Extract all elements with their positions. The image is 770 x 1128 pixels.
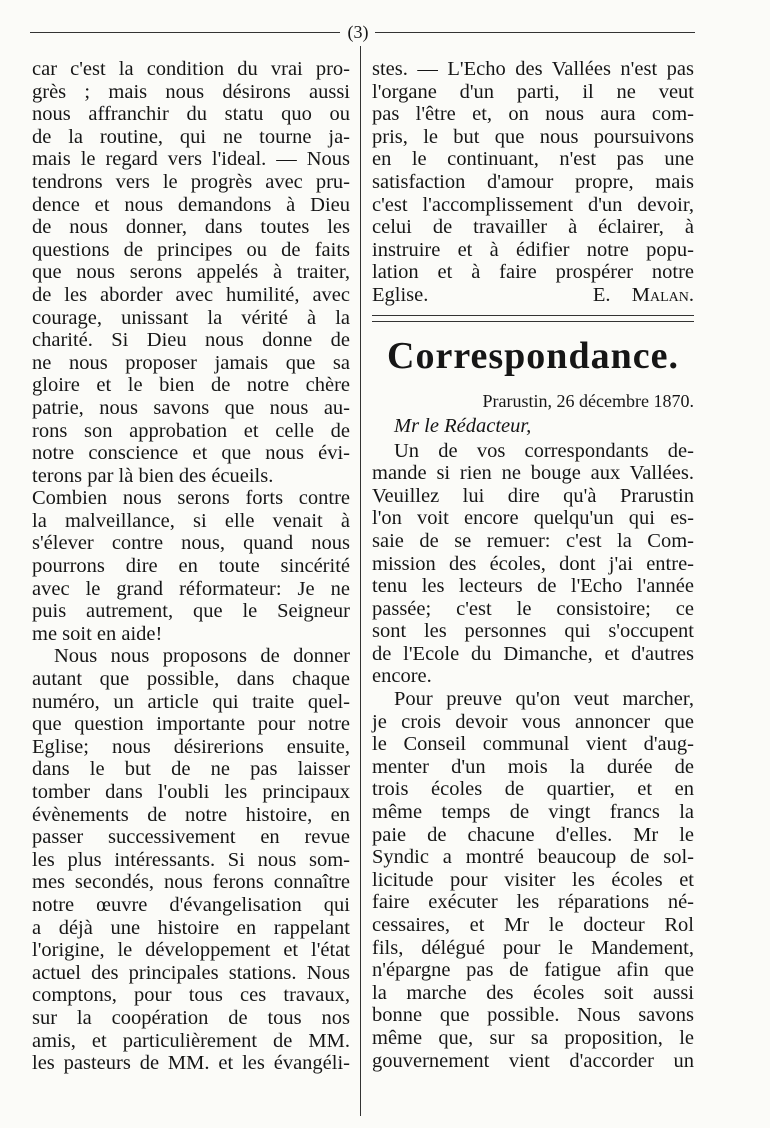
text-line: tenu les lecteurs de l'Echo l'année	[372, 575, 694, 598]
text-line: a déjà une histoire en rappelant	[32, 916, 350, 939]
text-line: Nous nous proposons de donner	[54, 645, 350, 668]
text-line: puis autrement, que le Seigneur	[32, 600, 350, 623]
text-line: avec le grand réformateur: Je ne	[32, 577, 350, 600]
text-line: de nous donner, dans toutes les	[32, 216, 350, 239]
text-line: me soit en aide!	[32, 622, 163, 645]
text-line: actuel des principales stations. Nous	[32, 961, 350, 984]
text-line: grès ; mais nous désirons aussi	[32, 80, 350, 103]
text-line: Eglise; nous désirerions ensuite,	[32, 735, 350, 758]
text-line: celui de travailler à éclairer, à	[372, 216, 694, 239]
text-line: satisfaction d'amour propre, mais	[372, 170, 694, 193]
text-line: l'organe d'un parti, il ne veut	[372, 80, 694, 103]
text-line: que nous serons appelés à traiter,	[32, 261, 350, 284]
text-line: même temps de vingt francs la	[372, 801, 694, 824]
text-line: les pasteurs de MM. et les évangéli-	[32, 1052, 350, 1075]
signature: E. Malan.	[592, 283, 695, 306]
text-line: de l'Ecole du Dimanche, et d'autres	[372, 642, 694, 665]
text-line: Veuillez lui dire qu'à Prarustin	[372, 484, 694, 507]
text-line: encore.	[372, 665, 432, 688]
text-line: évènements de notre histoire, en	[32, 803, 350, 826]
text-line: que question importante pour notre	[32, 713, 350, 736]
text-line: pas l'être et, on nous aura com-	[372, 103, 694, 126]
salutation: Mr le Rédacteur,	[394, 414, 532, 437]
text-line: mais le regard vers l'ideal. — Nous	[32, 148, 350, 171]
text-line: passer successivement en revue	[32, 826, 350, 849]
text-line: le Conseil communal vient d'aug-	[372, 733, 694, 756]
text-line: lation et à faire prospérer notre	[372, 261, 694, 284]
text-line: sur la coopération de tous nos	[32, 1006, 350, 1029]
column-divider	[360, 46, 361, 1116]
text-line: l'origine, le développement et l'état	[32, 939, 350, 962]
left-column	[32, 58, 350, 1075]
text-line: gouvernement vient d'accorder un	[372, 1049, 694, 1072]
text-line: en le continuant, n'est pas une	[372, 148, 694, 171]
text-line: nous affranchir du statu quo ou	[32, 103, 350, 126]
text-line: autant que possible, dans chaque	[32, 668, 350, 691]
text-line: notre conscience et que nous évi-	[32, 442, 350, 465]
text-line: sont les personnes qui s'occupent	[372, 620, 694, 643]
text-line: amis, et particulièrement de MM.	[32, 1029, 350, 1052]
text-line: terons par là bien des écueils.	[32, 464, 274, 487]
text-line: s'élever contre nous, quand nous	[32, 532, 350, 555]
right-column-top-text	[372, 58, 694, 284]
text-line: Un de vos correspondants de-	[394, 439, 694, 462]
text-line: de la routine, qui ne tourne ja-	[32, 125, 350, 148]
text-line: mission des écoles, dont j'ai entre-	[372, 552, 694, 575]
text-line: l'on voit encore quelqu'un qui es-	[372, 507, 694, 530]
text-line: mande si rien ne bouge aux Vallées.	[372, 462, 694, 485]
text-line: je crois devoir vous annoncer que	[372, 710, 694, 733]
text-line: Combien nous serons forts contre	[32, 487, 350, 510]
text-line: car c'est la condition du vrai pro-	[32, 58, 350, 80]
text-line: stes. — L'Echo des Vallées n'est pas	[372, 58, 694, 80]
dateline: Prarustin, 26 décembre 1870.	[482, 390, 694, 411]
signature-line	[372, 284, 694, 307]
text-line: tendrons vers le progrès avec pru-	[32, 170, 350, 193]
page-header	[30, 22, 695, 42]
text-line: la marche des écoles soit aussi	[372, 981, 694, 1004]
text-line: Pour preuve qu'on veut marcher,	[394, 688, 694, 711]
text-line: mes secondés, nous ferons connaître	[32, 871, 350, 894]
text-line: cessaires, et Mr le docteur Rol	[372, 914, 694, 936]
text-line: charité. Si Dieu nous donne de	[32, 329, 350, 352]
text-line: n'épargne pas de fatigue afin que	[372, 959, 694, 982]
text-line: licitude pour visiter les écoles et	[372, 868, 694, 891]
text-line: tomber dans l'oubli les principaux	[32, 781, 350, 803]
text-line: fils, délégué pour le Mandement,	[372, 936, 694, 959]
text-line: questions de principes ou de faits	[32, 238, 350, 261]
text-line: rons son approbation et celle de	[32, 419, 350, 442]
text-line: pourrons dire en toute sincérité	[32, 555, 350, 578]
text-line: comptons, pour tous ces travaux,	[32, 984, 350, 1007]
text-line: de les aborder avec humilité, avec	[32, 283, 350, 306]
text-line: ne nous proposer jamais que sa	[32, 351, 350, 374]
text-line: saie de se remuer: c'est la Com-	[372, 529, 694, 552]
text-line: dence et nous demandons à Dieu	[32, 193, 350, 216]
text-line: notre œuvre d'évangelisation qui	[32, 893, 350, 916]
text-line: patrie, nous savons que nous au-	[32, 396, 350, 419]
signature-line-text: Eglise.	[372, 283, 429, 306]
text-line: Syndic a montré beaucoup de sol-	[372, 846, 694, 869]
page-number: (3)	[347, 22, 369, 42]
header-rule-left	[30, 32, 340, 33]
text-line: paie de chacune d'elles. Mr le	[372, 823, 694, 846]
text-line: la malveillance, si elle venait à	[32, 509, 350, 532]
text-line: les plus intéressants. Si nous som-	[32, 848, 350, 871]
text-line: numéro, un article qui traite quel-	[32, 690, 350, 713]
header-rule-right	[375, 32, 695, 33]
text-line: c'est l'accomplissement d'un devoir,	[372, 193, 694, 216]
text-line: même que, sur sa proposition, le	[372, 1026, 694, 1049]
text-line: bonne que possible. Nous savons	[372, 1004, 694, 1027]
text-line: passée; c'est le consistoire; ce	[372, 597, 694, 620]
text-line: gloire et le bien de notre chère	[32, 374, 350, 397]
text-line: pris, le but que nous poursuivons	[372, 125, 694, 148]
text-line: instruire et à édifier notre popu-	[372, 238, 694, 261]
right-column	[372, 58, 694, 1072]
text-line: dans le but de ne pas laisser	[32, 758, 350, 781]
section-separator	[372, 315, 694, 322]
section-title: Correspondance.	[387, 334, 679, 377]
text-line: trois écoles de quartier, et en	[372, 778, 694, 801]
text-line: faire exécuter les réparations né-	[372, 891, 694, 914]
text-line: courage, unissant la vérité à la	[32, 306, 350, 329]
letter-body	[372, 440, 694, 1073]
text-line: menter d'un mois la durée de	[372, 755, 694, 778]
